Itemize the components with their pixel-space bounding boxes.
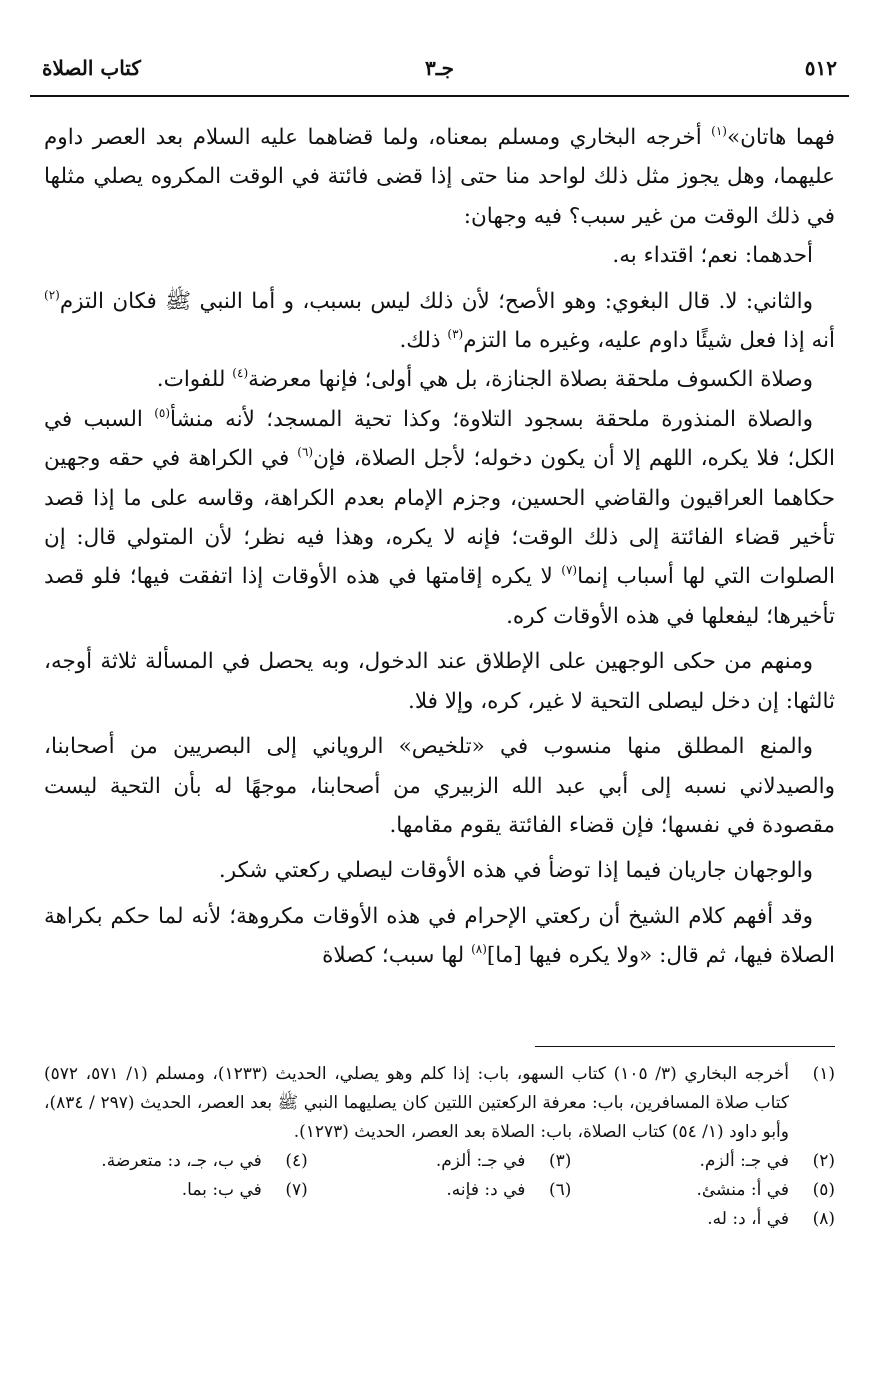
paragraph: أحدهما: نعم؛ اقتداء به. xyxy=(612,243,813,269)
footnote-row xyxy=(44,1205,835,1234)
paragraph: والثاني: لا. قال البغوي: وهو الأصح؛ لأن ذلك ليس بسبب، و أما النبي ﷺ فكان التزم$^{(٢)}$ أنه إذا فعل شيئًا داوم عليه، وغيره ما التزم$^{(٣)}$ ذلك. xyxy=(44,287,835,354)
paragraph: والوجهان جاريان فيما إذا توضأ في هذه الأوقات ليصلي ركعتي شكر. xyxy=(218,858,813,884)
footnote-number: (٧) xyxy=(285,1180,308,1200)
paragraph: والمنع المطلق منها منسوب في «تلخيص» الروياني إلى البصريين من أصحابنا، والصيدلاني نسبه إلى أبي عبد الله الزبيري من أصحابنا، موجهًا له بأن التحية ليست مقصودة في نفسها؛ فإن قضاء الفائتة يقوم مقامها. xyxy=(44,734,835,838)
footnote-text: في د: فإنه. xyxy=(446,1180,526,1200)
paragraph: وصلاة الكسوف ملحقة بصلاة الجنازة، بل هي أولى؛ فإنها معرضة$^{(٤)}$ للفوات. xyxy=(156,366,813,393)
footnote-marker: (١) xyxy=(711,124,727,138)
volume-label: جـ٣ xyxy=(425,56,454,80)
footnote-marker: (٥) xyxy=(154,405,171,420)
footnote-number: (٥) xyxy=(812,1180,835,1200)
footnote xyxy=(308,1176,572,1205)
running-header xyxy=(30,52,849,92)
footnote xyxy=(571,1205,835,1234)
footnote xyxy=(44,1176,308,1205)
footnote-number: (١) xyxy=(812,1064,835,1084)
footnote-text: أخرجه البخاري (٣/ ١٠٥) كتاب السهو، باب: إذا كلم وهو يصلي، الحديث (١٢٣٣)، ومسلم (١/ ٥٧١، ٥٧٢) كتاب صلاة المسافرين، باب: معرفة الركعتين اللتين كان يصليهما النبي ﷺ بعد العصر، الحديث (٢٩٧ / ٨٣٤)، وأبو داود (١/ ٥٤) كتاب الصلاة، باب: الصلاة بعد العصر، الحديث (١٢٧٣). xyxy=(44,1064,790,1142)
footnote-marker: (٤) xyxy=(232,366,249,381)
footnote xyxy=(571,1147,835,1176)
header-divider xyxy=(30,95,849,97)
footnote-number: (٣) xyxy=(548,1151,572,1171)
page-number: ٥١٢ xyxy=(804,56,837,80)
main-text xyxy=(44,118,835,976)
footnotes xyxy=(44,1060,835,1234)
footnote-text: في جـ: ألزم. xyxy=(699,1151,789,1171)
footnote-divider xyxy=(535,1046,835,1047)
footnote-number: (٤) xyxy=(285,1151,308,1171)
footnote-number: (٢) xyxy=(812,1151,835,1171)
paragraph: وقد أفهم كلام الشيخ أن ركعتي الإحرام في هذه الأوقات مكروهة؛ لأنه لما حكم بكراهة الصلاة فيها، ثم قال: «ولا يكره فيها [ما]$^{(٨)}$ لها سبب؛ كصلاة xyxy=(44,903,835,969)
footnote-marker: (٨) xyxy=(471,942,487,957)
footnote-row xyxy=(44,1176,835,1205)
footnote xyxy=(44,1060,835,1147)
paragraph: ومنهم من حكى الوجهين على الإطلاق عند الدخول، وبه يحصل في المسألة ثلاثة أوجه، ثالثها: إن دخل ليصلى التحية لا غير، كره، وإلا فلا. xyxy=(44,649,835,714)
footnote-marker: (٦) xyxy=(297,445,314,460)
footnote-text: في أ، د: له. xyxy=(707,1209,789,1229)
paragraph: والصلاة المنذورة ملحقة بسجود التلاوة؛ وكذا تحية المسجد؛ لأنه منشأ$^{(٥)}$ السبب في الكل؛ فلا يكره، اللهم إلا أن يكون دخوله؛ لأجل الصلاة، فإن$^{(٦)}$ في الكراهة في حقه وجهين حكاهما العراقيون والقاضي الحسين، وجزم الإمام بعدم الكراهة، وقاسه على ما إذا قصد تأخير قضاء الفائتة إلى ذلك الوقت؛ فإنه لا يكره، وهذا فيه نظر؛ لأن المتولي قال: إن الصلوات التي لها أسباب إنما$^{(٧)}$ لا يكره إقامتها في هذه الأوقات إذا اتفقت فيها؛ فلو قصد تأخيرها؛ ليفعلها في هذه الأوقات كره. xyxy=(44,405,836,629)
footnote-text: في جـ: ألزم. xyxy=(435,1151,526,1171)
footnote-number: (٨) xyxy=(812,1209,835,1229)
footnote xyxy=(44,1147,308,1176)
footnote xyxy=(308,1147,572,1176)
footnote xyxy=(571,1176,835,1205)
footnote-row xyxy=(44,1147,835,1176)
footnote-number: (٦) xyxy=(548,1180,572,1200)
footnote-text: في ب، جـ، د: متعرضة. xyxy=(101,1151,262,1171)
footnote-text: في أ: منشئ. xyxy=(696,1180,789,1200)
chapter-title: كتاب الصلاة xyxy=(42,56,141,80)
footnote-text: في ب: بما. xyxy=(181,1180,262,1200)
footnote-marker: (٣) xyxy=(447,327,464,342)
paragraph: فهما هاتان»$^{(١)}$ أخرجه البخاري ومسلم بمعناه، ولما قضاهما عليه السلام بعد العصر داوم عليهما، وهل يجوز مثل ذلك لواحد منا حتى إذا قضى فائتة في الوقت المكروه يصلي مثلها في ذلك الوقت من غير سبب؟ فيه وجهان: xyxy=(44,124,835,229)
footnote-marker: (٧) xyxy=(561,563,578,578)
footnote-marker: (٢) xyxy=(44,287,60,302)
